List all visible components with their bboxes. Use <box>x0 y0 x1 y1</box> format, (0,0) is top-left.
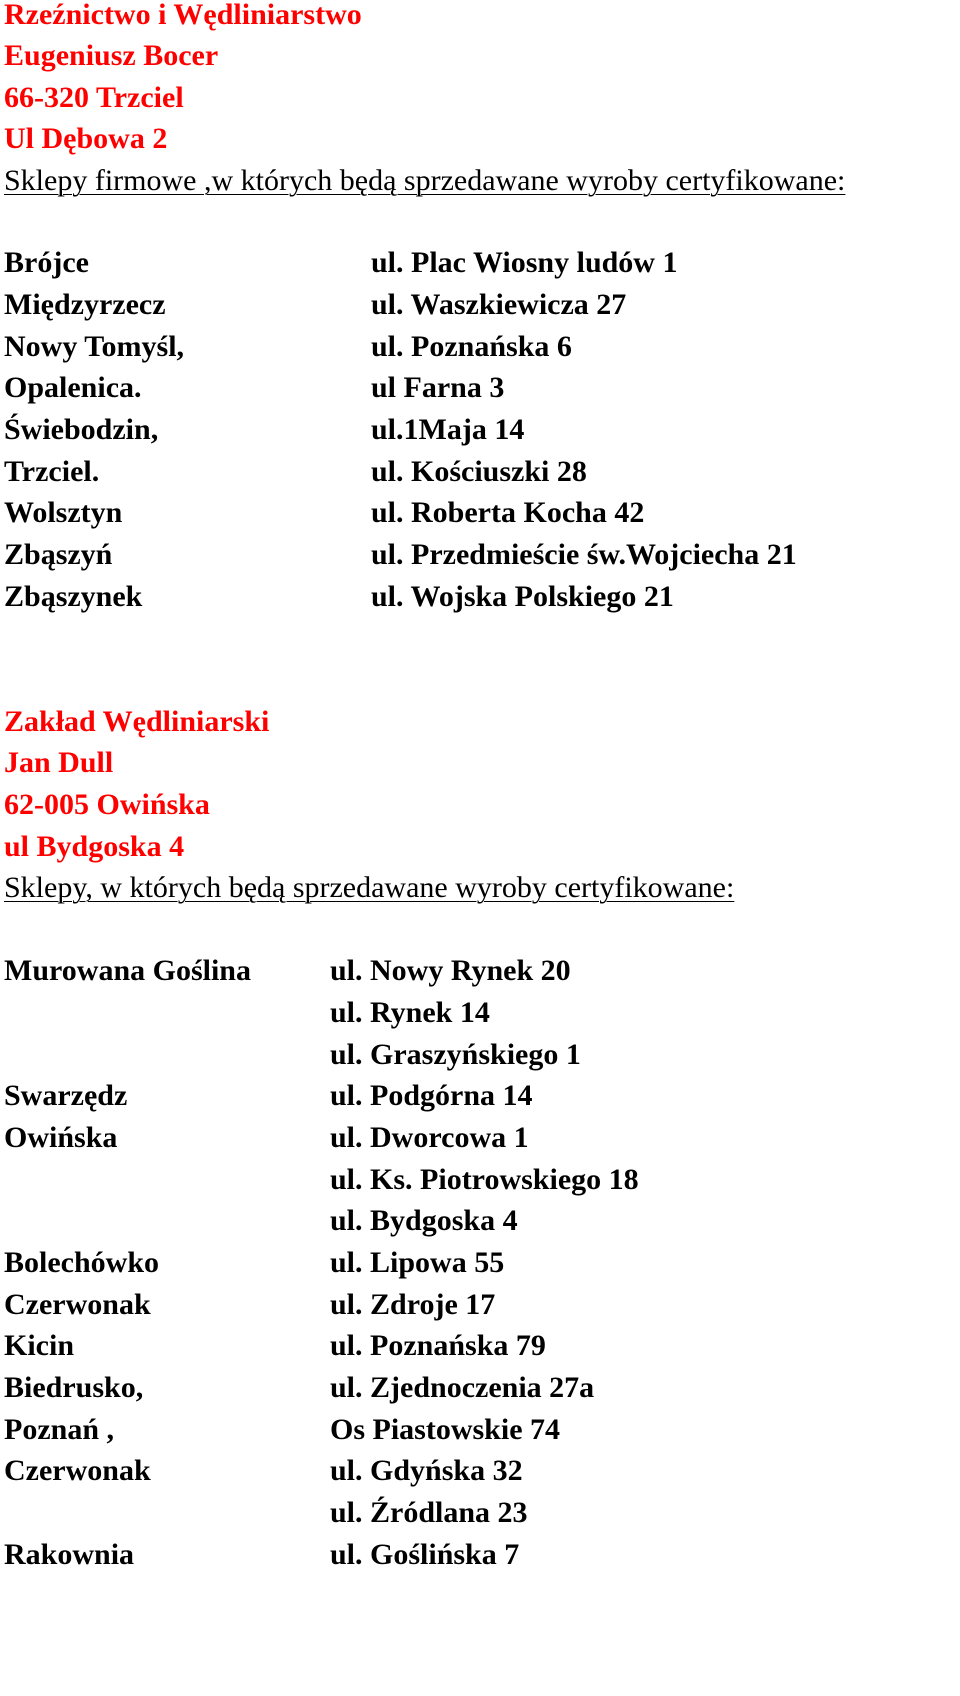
section2-header-line: Jan Dull <box>4 746 114 779</box>
section1-header-line: Eugeniusz Bocer <box>4 39 219 72</box>
shop-address: ul. Roberta Kocha 42 <box>371 496 645 529</box>
shop-city: Opalenica. <box>4 371 142 404</box>
shop-city: Czerwonak <box>4 1288 151 1321</box>
shop-address: ul. Waszkiewicza 27 <box>371 288 627 321</box>
section2-header-line: ul Bydgoska 4 <box>4 830 185 863</box>
shop-address: ul. Przedmieście św.Wojciecha 21 <box>371 538 797 571</box>
shop-city: Międzyrzecz <box>4 288 166 321</box>
shop-address: ul. Poznańska 6 <box>371 330 572 363</box>
shop-city: Murowana Goślina <box>4 954 251 987</box>
shop-city: Czerwonak <box>4 1454 151 1487</box>
shop-address: ul. Goślińska 7 <box>330 1538 520 1571</box>
shop-city: Poznań , <box>4 1413 115 1446</box>
section1-header-line: Rzeźnictwo i Wędliniarstwo <box>4 0 362 31</box>
shop-city: Owińska <box>4 1121 118 1154</box>
shop-address: ul. Lipowa 55 <box>330 1246 505 1279</box>
section2-subtitle: Sklepy, w których będą sprzedawane wyroby certyfikowane: <box>4 871 735 904</box>
shop-address: ul. Podgórna 14 <box>330 1079 533 1112</box>
shop-address: ul. Plac Wiosny ludów 1 <box>371 246 678 279</box>
shop-address: ul. Wojska Polskiego 21 <box>371 580 674 613</box>
shop-address: ul. Kościuszki 28 <box>371 455 587 488</box>
shop-city: Swarzędz <box>4 1079 128 1112</box>
shop-address: ul Farna 3 <box>371 371 505 404</box>
section1-subtitle: Sklepy firmowe ,w których będą sprzedawane wyroby certyfikowane: <box>4 164 846 197</box>
shop-city: Wolsztyn <box>4 496 123 529</box>
shop-address: Os Piastowskie 74 <box>330 1413 561 1446</box>
shop-address: ul. Poznańska 79 <box>330 1329 546 1362</box>
shop-address: ul. Gdyńska 32 <box>330 1454 523 1487</box>
shop-city: Świebodzin, <box>4 413 159 446</box>
section1-header-line: 66-320 Trzciel <box>4 81 184 114</box>
shop-city: Zbąszynek <box>4 580 143 613</box>
shop-address: ul. Źródlana 23 <box>330 1496 528 1529</box>
shop-city: Bolechówko <box>4 1246 160 1279</box>
shop-address: ul. Dworcowa 1 <box>330 1121 529 1154</box>
shop-address: ul. Zdroje 17 <box>330 1288 496 1321</box>
shop-address: ul. Nowy Rynek 20 <box>330 954 571 987</box>
shop-address: ul.1Maja 14 <box>371 413 525 446</box>
shop-city: Trzciel. <box>4 455 100 488</box>
shop-address: ul. Bydgoska 4 <box>330 1204 518 1237</box>
section2-header-line: 62-005 Owińska <box>4 788 210 821</box>
shop-city: Nowy Tomyśl, <box>4 330 185 363</box>
shop-address: ul. Rynek 14 <box>330 996 490 1029</box>
shop-city: Kicin <box>4 1329 75 1362</box>
shop-address: ul. Zjednoczenia 27a <box>330 1371 595 1404</box>
shop-city: Biedrusko, <box>4 1371 144 1404</box>
shop-city: Brójce <box>4 246 89 279</box>
shop-address: ul. Ks. Piotrowskiego 18 <box>330 1163 639 1196</box>
section1-header-line: Ul Dębowa 2 <box>4 122 168 155</box>
shop-city: Zbąszyń <box>4 538 113 571</box>
section2-header-line: Zakład Wędliniarski <box>4 705 270 738</box>
shop-city: Rakownia <box>4 1538 135 1571</box>
shop-address: ul. Graszyńskiego 1 <box>330 1038 581 1071</box>
